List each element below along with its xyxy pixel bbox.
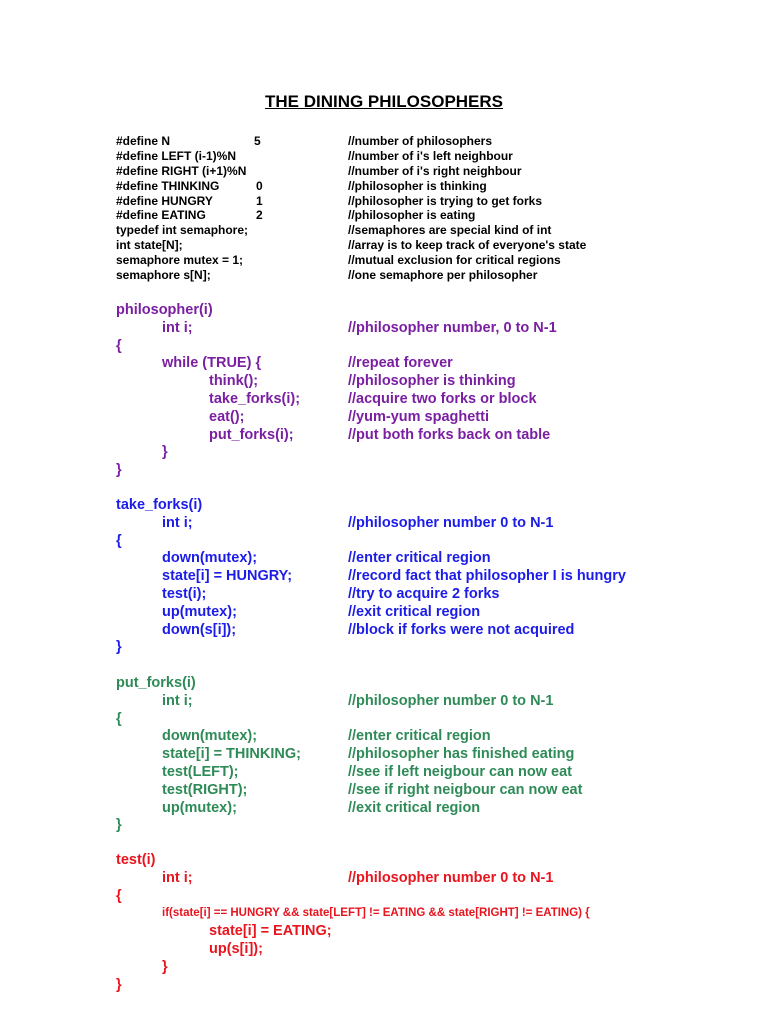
open-brace: { (116, 337, 122, 354)
code-line: test(i); (162, 585, 207, 602)
function-header: philosopher(i) (116, 302, 213, 318)
code-line: up(mutex); (162, 799, 237, 816)
open-brace: { (116, 710, 122, 727)
code-line: int i; (162, 319, 193, 336)
code-comment: //try to acquire 2 forks (348, 585, 500, 602)
code-line: test(LEFT); (162, 763, 239, 780)
close-brace: } (116, 639, 122, 656)
code-comment: //acquire two forks or block (348, 390, 537, 407)
code-line: test(RIGHT); (162, 781, 248, 798)
code-line: down(mutex); (162, 550, 258, 567)
code-line: state[i] = EATING; (209, 923, 332, 940)
code-line: if(state[i] == HUNGRY && state[LEFT] != EATING && state[RIGHT] != EATING) { (162, 907, 590, 920)
code-comment: //philosopher number 0 to N-1 (348, 692, 554, 709)
function-header: test(i) (116, 852, 156, 868)
close-brace: } (116, 976, 122, 993)
code-comment: //philosopher number 0 to N-1 (348, 514, 554, 531)
code-comment: //enter critical region (348, 728, 491, 745)
open-brace: { (116, 887, 122, 904)
code-line: up(s[i]); (209, 940, 263, 957)
code-line: int i; (162, 514, 193, 531)
code-comment: //philosopher number 0 to N-1 (348, 869, 554, 886)
code-comment: //record fact that philosopher I is hungry (348, 568, 626, 585)
code-line: state[i] = HUNGRY; (162, 568, 293, 585)
code-line: eat(); (209, 408, 245, 425)
code-comment: //exit critical region (348, 603, 481, 620)
code-line: down(mutex); (162, 728, 258, 745)
page-title: THE DINING PHILOSOPHERS (264, 92, 504, 111)
code-line: take_forks(i); (209, 390, 301, 407)
code-comment: //philosopher is thinking (348, 373, 516, 390)
code-comment: //exit critical region (348, 799, 481, 816)
code-comment: //enter critical region (348, 550, 491, 567)
function-header: put_forks(i) (116, 675, 196, 691)
code-comment: //see if right neigbour can now eat (348, 781, 583, 798)
close-brace: } (116, 817, 122, 834)
code-line: while (TRUE) { (162, 355, 262, 372)
code-line: int i; (162, 692, 193, 709)
code-line: int i; (162, 869, 193, 886)
code-comment: //philosopher has finished eating (348, 746, 575, 763)
code-line: down(s[i]); (162, 621, 237, 638)
code-line: state[i] = THINKING; (162, 746, 301, 763)
close-brace: } (162, 444, 168, 461)
code-comment: //yum-yum spaghetti (348, 408, 489, 425)
code-line: think(); (209, 373, 259, 390)
code-line: put_forks(i); (209, 426, 294, 443)
function-header: take_forks(i) (116, 497, 203, 513)
code-comment: //philosopher number, 0 to N-1 (348, 319, 557, 336)
code-comment: //see if left neigbour can now eat (348, 763, 572, 780)
open-brace: { (116, 532, 122, 549)
close-brace: } (116, 462, 122, 479)
code-line: up(mutex); (162, 603, 237, 620)
code-comment: //block if forks were not acquired (348, 621, 575, 638)
code-comment: //repeat forever (348, 355, 453, 372)
code-comment: //put both forks back on table (348, 426, 551, 443)
close-brace: } (162, 958, 168, 975)
